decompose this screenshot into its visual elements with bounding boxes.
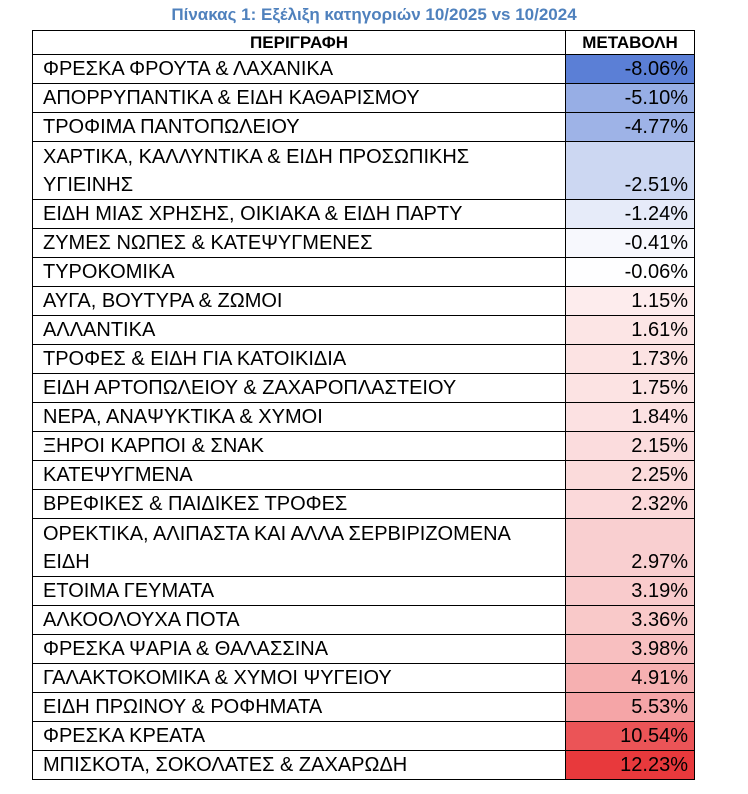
change-value-cell: 2.15%: [566, 432, 695, 461]
category-description-cell: ΕΙΔΗ ΜΙΑΣ ΧΡΗΣΗΣ, ΟΙΚΙΑΚΑ & ΕΙΔΗ ΠΑΡΤΥ: [33, 200, 566, 229]
category-description-cell: ΑΥΓΑ, ΒΟΥΤΥΡΑ & ΖΩΜΟΙ: [33, 287, 566, 316]
change-value-cell: 5.53%: [566, 693, 695, 722]
table-row: [33, 635, 695, 664]
change-value-cell: 12.23%: [566, 751, 695, 780]
table-row: [33, 519, 695, 577]
change-value-cell: -2.51%: [566, 142, 695, 200]
category-description-cell: ΦΡΕΣΚΑ ΨΑΡΙΑ & ΘΑΛΑΣΣΙΝΑ: [33, 635, 566, 664]
category-description-cell: ΦΡΕΣΚΑ ΚΡΕΑΤΑ: [33, 722, 566, 751]
change-value-cell: 2.97%: [566, 519, 695, 577]
table-row: [33, 577, 695, 606]
table-body: [33, 55, 695, 780]
table-header-row: [33, 31, 695, 55]
change-value-cell: 3.98%: [566, 635, 695, 664]
category-description-cell: ΑΠΟΡΡΥΠΑΝΤΙΚΑ & ΕΙΔΗ ΚΑΘΑΡΙΣΜΟΥ: [33, 84, 566, 113]
category-description-cell: ΤΥΡΟΚΟΜΙΚΑ: [33, 258, 566, 287]
table-row: [33, 287, 695, 316]
category-description-cell: ΕΤΟΙΜΑ ΓΕΥΜΑΤΑ: [33, 577, 566, 606]
change-value-cell: 2.32%: [566, 490, 695, 519]
category-description-cell: ΒΡΕΦΙΚΕΣ & ΠΑΙΔΙΚΕΣ ΤΡΟΦΕΣ: [33, 490, 566, 519]
change-value-cell: 1.15%: [566, 287, 695, 316]
category-description-cell: ΚΑΤΕΨΥΓΜΕΝΑ: [33, 461, 566, 490]
category-change-table: [32, 30, 695, 780]
category-description-cell: ΤΡΟΦΙΜΑ ΠΑΝΤΟΠΩΛΕΙΟΥ: [33, 113, 566, 142]
table-row: [33, 316, 695, 345]
category-description-cell: ΦΡΕΣΚΑ ΦΡΟΥΤΑ & ΛΑΧΑΝΙΚΑ: [33, 55, 566, 84]
table-row: [33, 722, 695, 751]
table-row: [33, 55, 695, 84]
category-description-cell: ΞΗΡΟΙ ΚΑΡΠΟΙ & ΣΝΑΚ: [33, 432, 566, 461]
change-value-cell: 1.61%: [566, 316, 695, 345]
table-row: [33, 84, 695, 113]
change-value-cell: -4.77%: [566, 113, 695, 142]
change-value-cell: 10.54%: [566, 722, 695, 751]
table-row: [33, 113, 695, 142]
category-description-cell: ΑΛΛΑΝΤΙΚΑ: [33, 316, 566, 345]
change-value-cell: 1.73%: [566, 345, 695, 374]
category-description-cell: ΑΛΚΟΟΛΟΥΧΑ ΠΟΤΑ: [33, 606, 566, 635]
table-row: [33, 606, 695, 635]
table-row: [33, 200, 695, 229]
table-row: [33, 374, 695, 403]
table-row: [33, 751, 695, 780]
change-value-cell: -1.24%: [566, 200, 695, 229]
category-description-cell: ΕΙΔΗ ΠΡΩΙΝΟΥ & ΡΟΦΗΜΑΤΑ: [33, 693, 566, 722]
category-description-cell: ΜΠΙΣΚΟΤΑ, ΣΟΚΟΛΑΤΕΣ & ΖΑΧΑΡΩΔΗ: [33, 751, 566, 780]
change-value-cell: 2.25%: [566, 461, 695, 490]
change-value-cell: -8.06%: [566, 55, 695, 84]
table-row: [33, 403, 695, 432]
change-value-cell: -5.10%: [566, 84, 695, 113]
change-value-cell: 1.84%: [566, 403, 695, 432]
table-row: [33, 229, 695, 258]
category-description-cell: ΕΙΔΗ ΑΡΤΟΠΩΛΕΙΟΥ & ΖΑΧΑΡΟΠΛΑΣΤΕΙΟΥ: [33, 374, 566, 403]
table-row: [33, 345, 695, 374]
change-value-cell: 4.91%: [566, 664, 695, 693]
table-row: [33, 664, 695, 693]
table-row: [33, 432, 695, 461]
category-description-cell: ΝΕΡΑ, ΑΝΑΨΥΚΤΙΚΑ & ΧΥΜΟΙ: [33, 403, 566, 432]
change-value-cell: 1.75%: [566, 374, 695, 403]
table-row: [33, 258, 695, 287]
change-value-cell: -0.06%: [566, 258, 695, 287]
category-description-cell: ΟΡΕΚΤΙΚΑ, ΑΛΙΠΑΣΤΑ ΚΑΙ ΑΛΛΑ ΣΕΡΒΙΡΙΖΟΜΕΝΑ ΕΙΔΗ: [33, 519, 566, 577]
column-header-description: ΠΕΡΙΓΡΑΦΗ: [33, 31, 566, 55]
category-description-cell: ΓΑΛΑΚΤΟΚΟΜΙΚΑ & ΧΥΜΟΙ ΨΥΓΕΙΟΥ: [33, 664, 566, 693]
table-row: [33, 142, 695, 200]
category-description-cell: ΖΥΜΕΣ ΝΩΠΕΣ & ΚΑΤΕΨΥΓΜΕΝΕΣ: [33, 229, 566, 258]
table-row: [33, 490, 695, 519]
category-description-cell: ΤΡΟΦΕΣ & ΕΙΔΗ ΓΙΑ ΚΑΤΟΙΚΙΔΙΑ: [33, 345, 566, 374]
category-description-cell: ΧΑΡΤΙΚΑ, ΚΑΛΛΥΝΤΙΚΑ & ΕΙΔΗ ΠΡΟΣΩΠΙΚΗΣ ΥΓΙΕΙΝΗΣ: [33, 142, 566, 200]
column-header-change: ΜΕΤΑΒΟΛΗ: [566, 31, 695, 55]
change-value-cell: 3.36%: [566, 606, 695, 635]
table-row: [33, 693, 695, 722]
change-value-cell: -0.41%: [566, 229, 695, 258]
change-value-cell: 3.19%: [566, 577, 695, 606]
table-row: [33, 461, 695, 490]
table-title: Πίνακας 1: Εξέλιξη κατηγοριών 10/2025 vs 10/2024: [171, 5, 577, 24]
